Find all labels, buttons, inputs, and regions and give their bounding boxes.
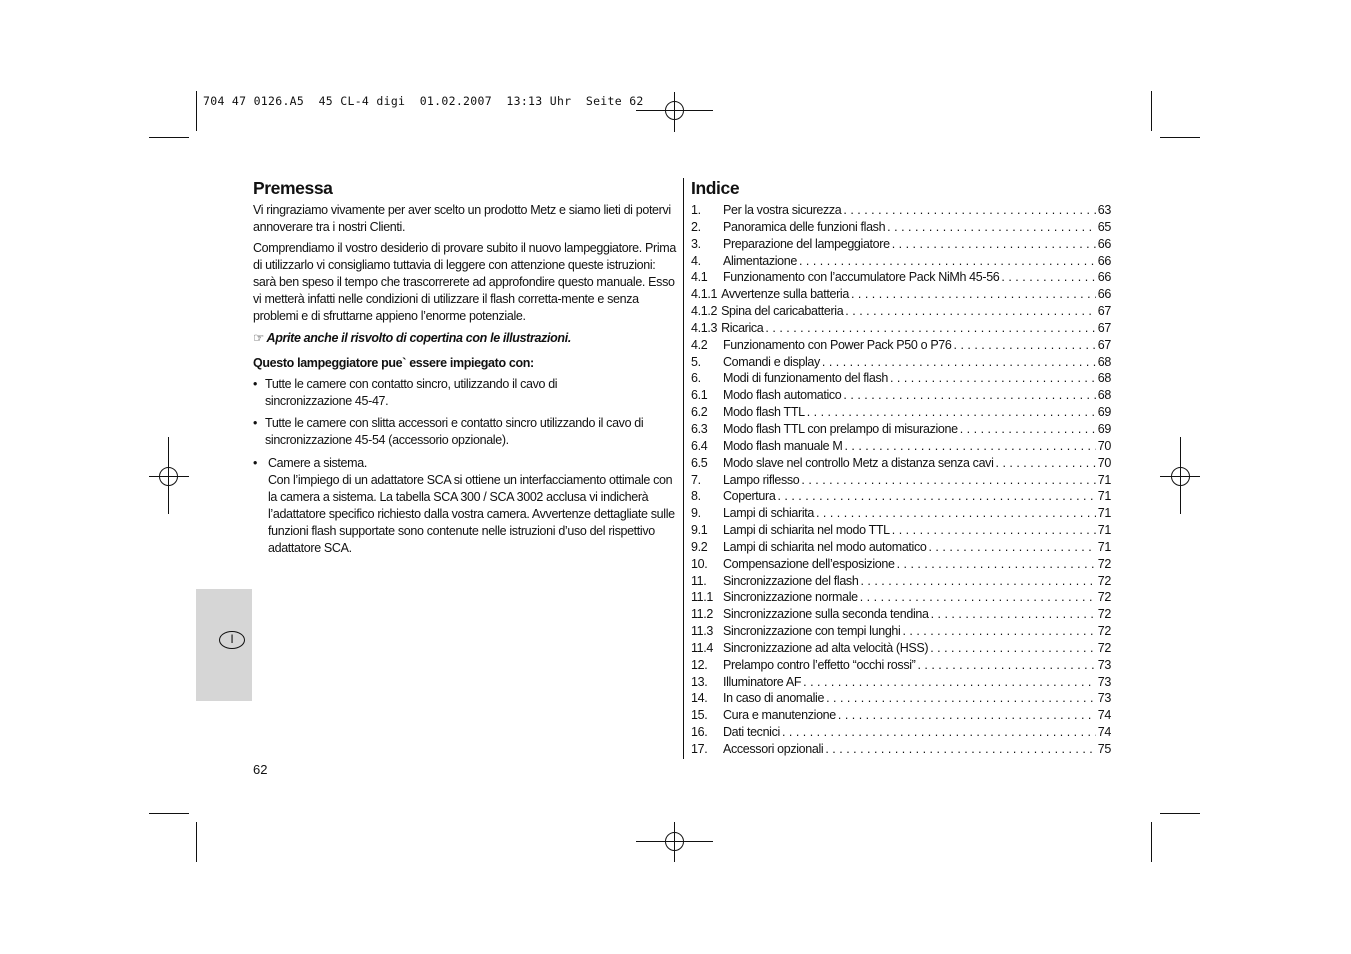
premessa-title: Premessa (253, 178, 333, 198)
toc-title: In caso di anomalie (723, 691, 825, 706)
toc-page-number: 68 (1097, 371, 1111, 386)
toc-title: Sincronizzazione con tempi lunghi (723, 624, 901, 639)
bullet-text: Camere a sistema. (268, 456, 367, 470)
toc-entry (691, 404, 1111, 421)
toc-title: Modo flash automatico (723, 388, 842, 403)
toc-title: Modi di funzionamento del flash (723, 371, 888, 386)
toc-entry (691, 589, 1111, 606)
toc-entry (691, 421, 1111, 438)
toc-title: Dati tecnici (723, 725, 780, 740)
toc-entry (691, 387, 1111, 404)
toc-number: 9.2 (691, 539, 708, 554)
premessa-paragraph-2: Comprendiamo il vostro desiderio di provare subito il nuovo lampeggiatore. Prima di utilizzarlo vi consigliamo tuttavia di leggere con attenzione queste istruzioni: sarà ben speso il tempo che trascorrerete ad approfondire questo manuale. Esso vi metterà infatti nelle condizioni di utilizzare il flash corretta-mente e senza problemi e di sfruttarne appieno l’enorme potenziale. (253, 241, 676, 323)
toc-page-number: 71 (1097, 506, 1111, 521)
toc-page-number: 70 (1097, 438, 1111, 453)
toc-number: 4.2 (691, 337, 708, 352)
toc-number: 2. (691, 219, 701, 234)
toc-page-number: 66 (1097, 287, 1111, 302)
toc-page-number: 74 (1097, 725, 1111, 740)
toc-entry (691, 724, 1111, 741)
toc-entry (691, 522, 1111, 539)
toc-entry (691, 707, 1111, 724)
toc-entry (691, 337, 1111, 354)
indice-title: Indice (691, 178, 740, 198)
toc-page-number: 75 (1097, 742, 1111, 756)
toc-entry (691, 303, 1111, 320)
toc-leader-dots (844, 438, 1095, 455)
toc-leader-dots (838, 707, 1096, 724)
toc-page-number: 72 (1097, 624, 1111, 639)
toc-title: Funzionamento con Power Pack P50 o P76 (723, 337, 952, 352)
toc-number: 13. (691, 674, 708, 689)
toc-leader-dots (801, 472, 1095, 489)
toc-title: Alimentazione (723, 253, 797, 268)
toc-leader-dots (917, 657, 1095, 674)
toc-number: 14. (691, 691, 708, 706)
toc-title: Avvertenze sulla batteria (721, 287, 849, 302)
toc-number: 16. (691, 725, 708, 740)
toc-page-number: 69 (1097, 421, 1111, 436)
toc-leader-dots (845, 303, 1095, 320)
toc-number: 6.4 (691, 438, 708, 453)
toc-page-number: 68 (1097, 388, 1111, 403)
list-item: • Tutte le camere con slitta accessori e contatto sincro utilizzando il cavo di sincronizzazione 45-54 (accessorio opzionale). (253, 415, 678, 449)
toc-page-number: 73 (1097, 674, 1111, 689)
toc-page-number: 67 (1097, 337, 1111, 352)
toc-leader-dots (892, 236, 1096, 253)
toc-title: Sincronizzazione normale (723, 590, 858, 605)
toc-entry (691, 606, 1111, 623)
toc-leader-dots (816, 505, 1096, 522)
toc-page-number: 71 (1097, 472, 1111, 487)
toc-leader-dots (799, 253, 1096, 270)
toc-number: 4.1.1 (691, 287, 718, 302)
toc-leader-dots (822, 354, 1096, 371)
print-slug: 704 47 0126.A5 45 CL-4 digi 01.02.2007 13:13 Uhr Seite 62 (203, 94, 644, 108)
toc-page-number: 72 (1097, 556, 1111, 571)
toc-entry (691, 573, 1111, 590)
toc-entry (691, 370, 1111, 387)
toc-page-number: 66 (1097, 236, 1111, 251)
list-item: • Camere a sistema. Con l’impiego di un adattatore SCA si ottiene un interfacciamento ottimale con la camera a sistema. La tabella SCA 300 / SCA 3002 acclusa vi indicherà l’adattatore specifico richiesto dalla vostra camera. Avvertenze dettagliate sulle funzioni flash supportate sono contenute nelle istruzioni d’uso del rispettivo adattatore SCA. (253, 455, 678, 557)
list-item: • Tutte le camere con contatto sincro, utilizzando il cavo di sincronizzazione 45-47. (253, 376, 678, 410)
illustration-note-text: Aprite anche il risvolto di copertina con le illustrazioni. (266, 331, 571, 345)
toc-number: 4. (691, 253, 701, 268)
toc-title: Sincronizzazione sulla seconda tendina (723, 607, 929, 622)
toc-leader-dots (765, 320, 1095, 337)
toc-title: Modo flash manuale M (723, 438, 843, 453)
toc-number: 7. (691, 472, 701, 487)
toc-entry (691, 455, 1111, 472)
toc-number: 6.2 (691, 405, 708, 420)
toc-page-number: 66 (1097, 270, 1111, 285)
toc-number: 6.3 (691, 421, 708, 436)
bullet-text: Tutte le camere con contatto sincro, utilizzando il cavo di sincronizzazione 45-47. (265, 377, 558, 408)
table-of-contents (691, 202, 1111, 758)
toc-title: Sincronizzazione del flash (723, 573, 859, 588)
toc-title: Copertura (723, 489, 776, 504)
toc-entry (691, 236, 1111, 253)
toc-number: 6. (691, 371, 701, 386)
toc-leader-dots (825, 741, 1095, 758)
toc-number: 9.1 (691, 523, 708, 538)
toc-leader-dots (807, 404, 1096, 421)
toc-title: Compensazione dell’esposizione (723, 556, 895, 571)
toc-leader-dots (782, 724, 1096, 741)
toc-number: 5. (691, 354, 701, 369)
toc-entry (691, 674, 1111, 691)
toc-leader-dots (897, 556, 1096, 573)
toc-title: Modo flash TTL (723, 405, 805, 420)
toc-title: Funzionamento con l’accumulatore Pack NiMh 45-56 (723, 270, 1000, 285)
toc-entry (691, 505, 1111, 522)
toc-entry (691, 556, 1111, 573)
toc-page-number: 71 (1097, 489, 1111, 504)
toc-number: 11. (691, 573, 707, 588)
toc-entry (691, 623, 1111, 640)
toc-entry (691, 354, 1111, 371)
toc-leader-dots (996, 455, 1096, 472)
toc-number: 11.1 (691, 590, 714, 605)
toc-number: 6.5 (691, 455, 708, 470)
toc-number: 4.1.2 (691, 304, 718, 319)
toc-leader-dots (860, 589, 1096, 606)
column-divider (683, 178, 684, 759)
toc-entry (691, 657, 1111, 674)
toc-entry (691, 640, 1111, 657)
toc-number: 4.1 (691, 270, 708, 285)
toc-page-number: 71 (1097, 523, 1111, 538)
pointing-hand-icon: ☞ (253, 330, 264, 345)
toc-entry (691, 202, 1111, 219)
toc-entry (691, 539, 1111, 556)
toc-title: Preparazione del lampeggiatore (723, 236, 890, 251)
toc-leader-dots (887, 219, 1096, 236)
premessa-body (253, 202, 678, 557)
compatibility-subhead: Questo lampeggiatore pue` essere impiegato con: (253, 356, 534, 370)
toc-number: 11.3 (691, 624, 714, 639)
toc-title: Per la vostra sicurezza (723, 203, 842, 217)
toc-title: Cura e manutenzione (723, 708, 836, 723)
toc-title: Lampo riflesso (723, 472, 800, 487)
toc-leader-dots (892, 522, 1096, 539)
language-badge: I (219, 631, 245, 649)
toc-title: Lampi di schiarita (723, 506, 814, 521)
toc-entry (691, 472, 1111, 489)
toc-title: Lampi di schiarita nel modo automatico (723, 539, 927, 554)
toc-entry (691, 286, 1111, 303)
toc-number: 10. (691, 556, 708, 571)
toc-leader-dots (1001, 269, 1095, 286)
toc-entry (691, 219, 1111, 236)
toc-entry (691, 438, 1111, 455)
toc-number: 11.2 (691, 607, 714, 622)
toc-leader-dots (777, 488, 1095, 505)
toc-page-number: 68 (1097, 354, 1111, 369)
toc-page-number: 67 (1097, 320, 1111, 335)
bullet-text: Con l’impiego di un adattatore SCA si ottiene un interfacciamento ottimale con la camera a sistema. La tabella SCA 300 / SCA 3002 acclusa vi indicherà l’adattatore specifico richiesto dalla vostra camera. Avvertenze dettagliate sulle funzioni flash supportate sono contenute nelle istruzioni d’uso del rispettivo adattatore SCA. (268, 473, 675, 555)
toc-number: 3. (691, 236, 701, 251)
toc-page-number: 73 (1097, 691, 1111, 706)
toc-title: Ricarica (721, 320, 764, 335)
toc-number: 15. (691, 708, 708, 723)
page-number: 62 (253, 762, 268, 777)
toc-number: 12. (691, 657, 708, 672)
toc-entry (691, 320, 1111, 337)
toc-title: Accessori opzionali (723, 742, 824, 756)
toc-leader-dots (843, 387, 1095, 404)
toc-leader-dots (803, 674, 1096, 691)
toc-entry (691, 741, 1111, 758)
toc-page-number: 71 (1097, 539, 1111, 554)
toc-page-number: 63 (1097, 203, 1111, 217)
toc-page-number: 65 (1097, 219, 1111, 234)
toc-page-number: 72 (1097, 590, 1111, 605)
toc-title: Sincronizzazione ad alta velocità (HSS) (723, 640, 929, 655)
toc-leader-dots (890, 370, 1096, 387)
toc-entry (691, 269, 1111, 286)
toc-page-number: 73 (1097, 657, 1111, 672)
toc-page-number: 72 (1097, 573, 1111, 588)
illustration-note (253, 329, 678, 347)
toc-page-number: 67 (1097, 304, 1111, 319)
toc-leader-dots (826, 690, 1096, 707)
toc-number: 8. (691, 489, 701, 504)
toc-number: 6.1 (691, 388, 708, 403)
toc-leader-dots (931, 606, 1096, 623)
toc-title: Illuminatore AF (723, 674, 802, 689)
toc-page-number: 70 (1097, 455, 1111, 470)
toc-page-number: 69 (1097, 405, 1111, 420)
toc-entry (691, 488, 1111, 505)
bullet-text: Tutte le camere con slitta accessori e contatto sincro utilizzando il cavo di sincronizzazione 45-54 (accessorio opzionale). (265, 416, 644, 447)
toc-title: Spina del caricabatteria (721, 304, 844, 319)
toc-page-number: 72 (1097, 607, 1111, 622)
toc-number: 9. (691, 506, 701, 521)
toc-number: 17. (691, 742, 708, 756)
toc-leader-dots (851, 286, 1096, 303)
toc-entry (691, 253, 1111, 270)
toc-number: 11.4 (691, 640, 714, 655)
toc-title: Modo flash TTL con prelampo di misurazione (723, 421, 958, 436)
toc-leader-dots (954, 337, 1096, 354)
toc-leader-dots (860, 573, 1095, 590)
toc-entry (691, 690, 1111, 707)
toc-leader-dots (843, 202, 1095, 219)
toc-number: 4.1.3 (691, 320, 718, 335)
toc-title: Prelampo contro l’effetto “occhi rossi” (723, 657, 916, 672)
premessa-paragraph-1: Vi ringraziamo vivamente per aver scelto un prodotto Metz e siamo lieti di potervi annoverare tra i nostri Clienti. (253, 203, 671, 234)
toc-page-number: 74 (1097, 708, 1111, 723)
toc-title: Panoramica delle funzioni flash (723, 219, 886, 234)
toc-number: 1. (691, 203, 701, 217)
toc-leader-dots (960, 421, 1096, 438)
toc-leader-dots (928, 539, 1095, 556)
toc-title: Lampi di schiarita nel modo TTL (723, 523, 890, 538)
toc-leader-dots (902, 623, 1095, 640)
toc-title: Modo slave nel controllo Metz a distanza senza cavi (723, 455, 994, 470)
toc-page-number: 66 (1097, 253, 1111, 268)
toc-leader-dots (930, 640, 1096, 657)
toc-page-number: 72 (1097, 640, 1111, 655)
toc-title: Comandi e display (723, 354, 820, 369)
